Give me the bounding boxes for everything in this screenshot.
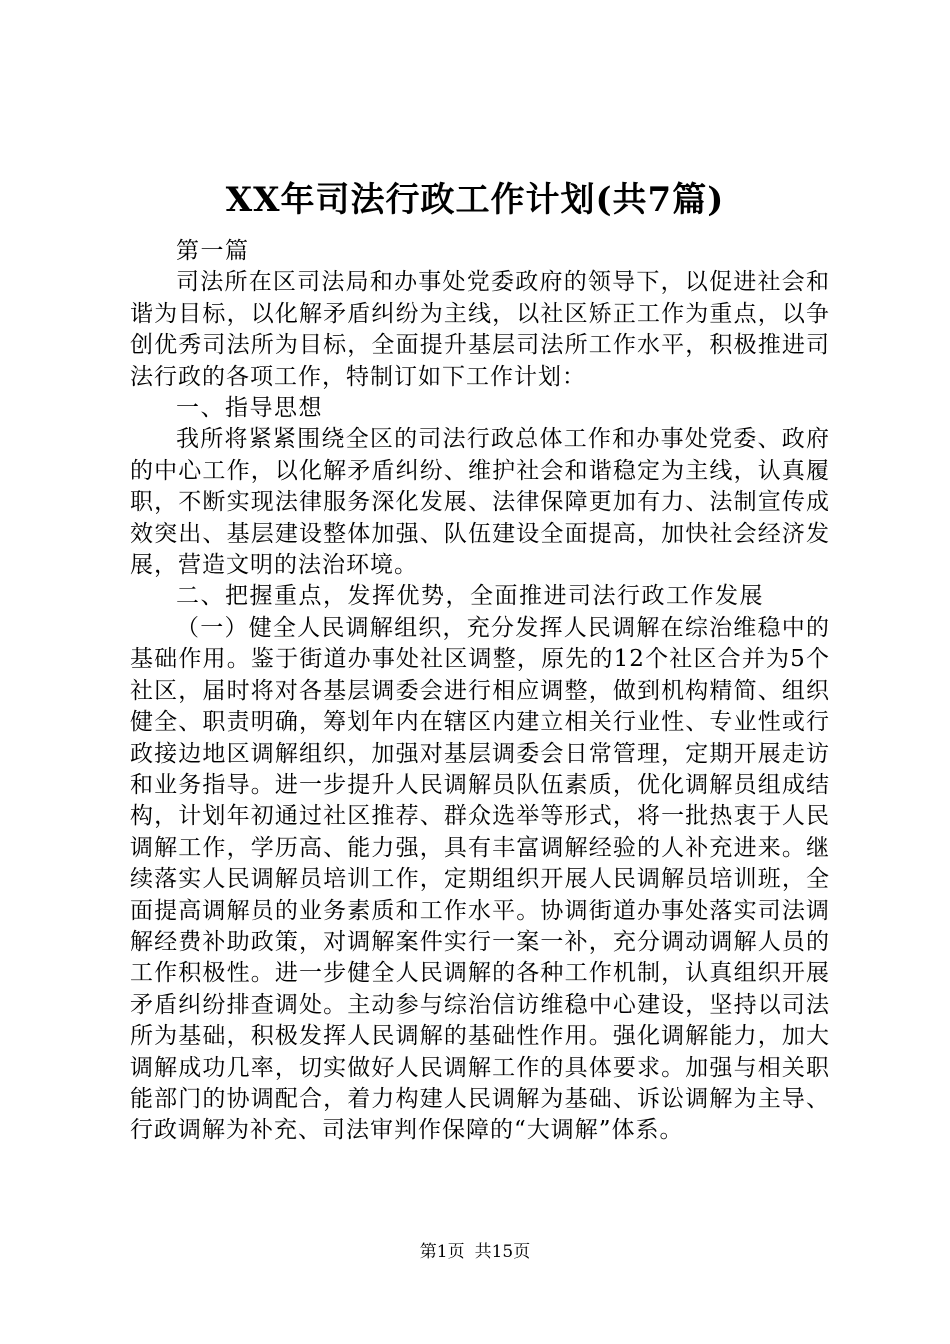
page-number: 第1页 — [419, 1242, 465, 1262]
section-heading-key-points: 二、把握重点，发挥优势，全面推进司法行政工作发展 — [176, 583, 764, 610]
section-heading-first: 第一篇 — [176, 238, 250, 264]
page-footer — [0, 1241, 950, 1263]
document-title: XX年司法行政工作计划(共7篇) — [225, 180, 725, 220]
section-heading-guiding-thought: 一、指导思想 — [176, 395, 323, 422]
page-total: 共15页 — [474, 1242, 531, 1262]
guiding-thought-paragraph: 我所将紧紧围绕全区的司法行政总体工作和办事处党委、政府的中心工作，以化解矛盾纠纷、维护社会和谐稳定为主线，认真履职，不断实现法律服务深化发展、法律保障更加有力、法制宣传成效突出、基层建设整体加强、队伍建设全面提高，加快社会经济发展，营造文明的法治环境。 — [130, 426, 830, 579]
mediation-paragraph: （一）健全人民调解组织，充分发挥人民调解在综治维稳中的基础作用。鉴于街道办事处社区调整，原先的12个社区合并为5个社区，届时将对各基层调委会进行相应调整，做到机构精简、组织健全、职责明确，筹划年内在辖区内建立相关行业性、专业性或行政接边地区调解组织，加强对基层调委会日常管理，定期开展走访和业务指导。进一步提升人民调解员队伍素质，优化调解员组成结构，计划年初通过社区推荐、群众选举等形式，将一批热衷于人民调解工作，学历高、能力强，具有丰富调解经验的人补充进来。继续落实人民调解员培训工作，定期组织开展人民调解员培训班，全面提高调解员的业务素质和工作水平。协调街道办事处落实司法调解经费补助政策，对调解案件实行一案一补，充分调动调解人员的工作积极性。进一步健全人民调解的各种工作机制，认真组织开展矛盾纠纷排查调处。主动参与综治信访维稳中心建设，坚持以司法所为基础，积极发挥人民调解的基础性作用。强化调解能力，加大调解成功几率，切实做好人民调解工作的具体要求。加强与相关职能部门的协调配合，着力构建人民调解为基础、诉讼调解为主导、行政调解为补充、司法审判作保障的“大调解”体系。 — [130, 614, 830, 1144]
document-body — [130, 236, 830, 1147]
intro-paragraph: 司法所在区司法局和办事处党委政府的领导下，以促进社会和谐为目标，以化解矛盾纠纷为主线，以社区矫正工作为重点，以争创优秀司法所为目标，全面提升基层司法所工作水平，积极推进司法行政的各项工作，特制订如下工作计划： — [130, 269, 830, 390]
